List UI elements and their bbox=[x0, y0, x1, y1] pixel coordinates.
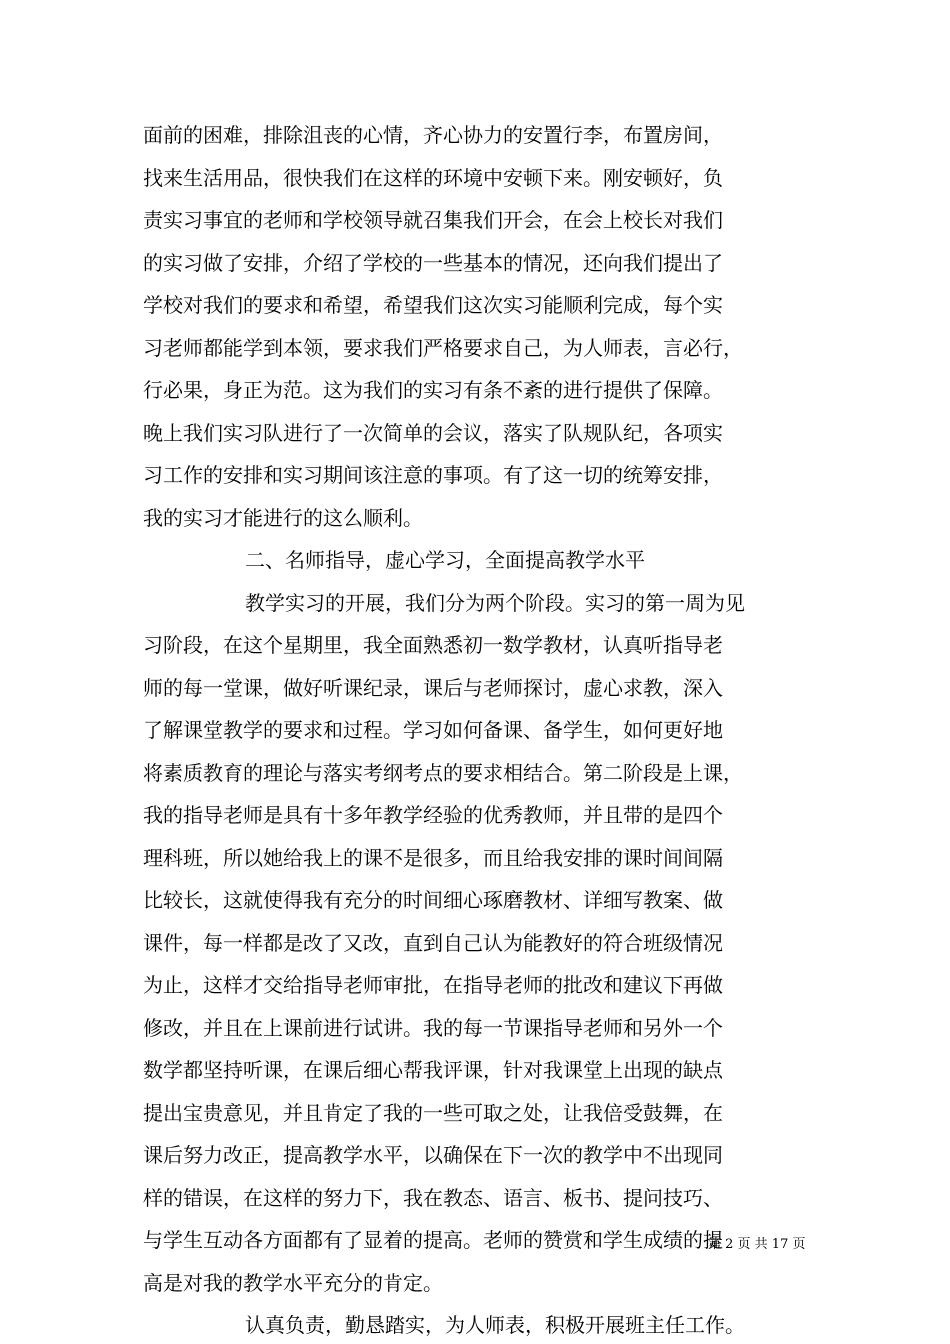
page-number: 第 2 页 共 17 页 bbox=[708, 1237, 806, 1252]
body-text-line: 习老师都能学到本领，要求我们严格要求自己，为人师表，言必行， bbox=[143, 336, 743, 360]
body-text-line: 面前的困难，排除沮丧的心情，齐心协力的安置行李，布置房间， bbox=[143, 123, 723, 147]
body-text-line: 高是对我的教学水平充分的肯定。 bbox=[143, 1271, 443, 1295]
body-text-line: 修改，并且在上课前进行试讲。我的每一节课指导老师和另外一个 bbox=[143, 1016, 723, 1040]
body-text-line: 数学都坚持听课，在课后细心帮我评课，针对我课堂上出现的缺点 bbox=[143, 1058, 723, 1082]
body-text-line: 的实习做了安排，介绍了学校的一些基本的情况，还向我们提出了 bbox=[143, 251, 723, 275]
body-text-line: 找来生活用品，很快我们在这样的环境中安顿下来。刚安顿好，负 bbox=[143, 166, 723, 190]
body-text-line: 课件，每一样都是改了又改，直到自己认为能教好的符合班级情况 bbox=[143, 931, 723, 955]
body-text-line: 责实习事宜的老师和学校领导就召集我们开会，在会上校长对我们 bbox=[143, 208, 723, 232]
body-text-line: 习阶段，在这个星期里，我全面熟悉初一数学教材，认真听指导老 bbox=[143, 633, 723, 657]
body-text-line: 师的每一堂课，做好听课纪录，课后与老师探讨，虚心求教，深入 bbox=[143, 676, 723, 700]
body-text-line: 提出宝贵意见，并且肯定了我的一些可取之处，让我倍受鼓舞，在 bbox=[143, 1101, 723, 1125]
body-text-line: 晚上我们实习队进行了一次简单的会议，落实了队规队纪，各项实 bbox=[143, 421, 723, 445]
body-text-line: 习工作的安排和实习期间该注意的事项。有了这一切的统筹安排， bbox=[143, 463, 723, 487]
body-text-line: 比较长，这就使得我有充分的时间细心琢磨教材、详细写教案、做 bbox=[143, 888, 723, 912]
body-text-line: 我的指导老师是具有十多年教学经验的优秀教师，并且带的是四个 bbox=[143, 803, 723, 827]
body-text-line: 行必果，身正为范。这为我们的实习有条不紊的进行提供了保障。 bbox=[143, 378, 723, 402]
body-text-line: 与学生互动各方面都有了显着的提高。老师的赞赏和学生成绩的提 bbox=[143, 1228, 723, 1252]
body-text-line: 教学实习的开展，我们分为两个阶段。实习的第一周为见 bbox=[245, 591, 745, 615]
body-text-line: 学校对我们的要求和希望，希望我们这次实习能顺利完成，每个实 bbox=[143, 293, 723, 317]
body-text-line: 课后努力改正，提高教学水平，以确保在下一次的教学中不出现同 bbox=[143, 1143, 723, 1167]
body-text-line: 将素质教育的理论与落实考纲考点的要求相结合。第二阶段是上课， bbox=[143, 761, 743, 785]
body-text-line: 我的实习才能进行的这么顺利。 bbox=[143, 506, 423, 530]
body-text-line: 为止，这样才交给指导老师审批，在指导老师的批改和建议下再做 bbox=[143, 973, 723, 997]
body-text-line: 了解课堂教学的要求和过程。学习如何备课、备学生，如何更好地 bbox=[143, 718, 723, 742]
body-text-line: 样的错误，在这样的努力下，我在教态、语言、板书、提问技巧、 bbox=[143, 1186, 723, 1210]
section-heading: 二、名师指导，虚心学习，全面提高教学水平 bbox=[245, 548, 645, 572]
body-text-line: 认真负责，勤恳踏实，为人师表，积极开展班主任工作。 bbox=[245, 1313, 745, 1337]
body-text-line: 理科班，所以她给我上的课不是很多，而且给我安排的课时间间隔 bbox=[143, 846, 723, 870]
